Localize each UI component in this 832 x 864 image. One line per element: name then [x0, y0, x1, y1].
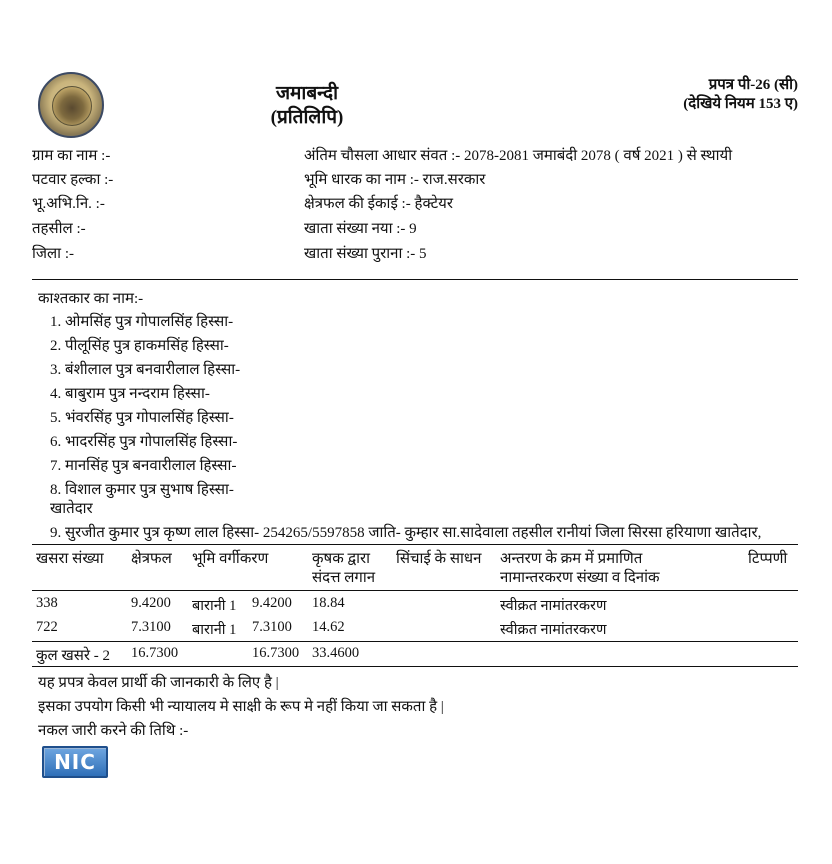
cultivator-item: 5. भंवरसिंह पुत्र गोपालसिंह हिस्सा- [50, 410, 234, 426]
cultivators-label: काश्तकार का नाम:- [38, 291, 144, 307]
table-bottom-rule [32, 666, 798, 667]
cultivator-item: 3. बंशीलाल पुत्र बनवारीलाल हिस्सा- [50, 362, 241, 378]
table-cell-class-area: 9.4200 [252, 595, 292, 611]
table-cell-transfer: स्वीक्रत नामांतरकरण [500, 622, 607, 638]
village-label: ग्राम का नाम :- [32, 148, 111, 164]
total-lagan: 33.4600 [312, 645, 360, 661]
cultivator-item: 8. विशाल कुमार पुत्र सुभाष हिस्सा- [50, 482, 234, 498]
total-label: कुल खसरे - 2 [36, 648, 110, 664]
col-header-irrigation: सिंचाई के साधन [396, 551, 482, 567]
page-title [262, 82, 352, 130]
col-header-area: क्षेत्रफल [131, 551, 172, 567]
title-sub: (प्रतिलिपि) [270, 107, 344, 128]
cultivator-status: खातेदार [50, 501, 93, 517]
table-cell-lagan: 14.62 [312, 619, 345, 635]
cultivator-item: 2. पीलूसिंह पुत्र हाकमसिंह हिस्सा- [50, 338, 229, 354]
col-header-transfer: अन्तरण के क्रम में प्रमाणित [500, 551, 643, 567]
table-cell-class: बारानी 1 [192, 622, 237, 638]
col-header-classification: भूमि वर्गीकरण [192, 551, 269, 567]
table-cell-khasra: 722 [36, 619, 58, 635]
footer-note: इसका उपयोग किसी भी न्यायालय मे साक्षी के रूप मे नहीं किया जा सकता है | [38, 699, 444, 715]
divider [32, 279, 798, 280]
table-cell-class-area: 7.3100 [252, 619, 292, 635]
total-area: 16.7300 [131, 645, 179, 661]
issue-date-label: नकल जारी करने की तिथि :- [38, 723, 189, 739]
total-class-area: 16.7300 [252, 645, 300, 661]
cultivator-item: 7. मानसिंह पुत्र बनवारीलाल हिस्सा- [50, 458, 237, 474]
khata-new: खाता संख्या नया :- 9 [304, 221, 417, 237]
footer-note: यह प्रपत्र केवल प्रार्थी की जानकारी के लिए है | [38, 675, 279, 691]
table-cell-area: 9.4200 [131, 595, 171, 611]
land-holder: भूमि धारक का नाम :- राज.सरकार [304, 172, 486, 188]
col-header-khasra: खसरा संख्या [36, 551, 104, 567]
patwar-label: पटवार हल्का :- [32, 172, 114, 188]
col-header-transfer-2: नामान्तरकरण संख्या व दिनांक [500, 570, 660, 586]
table-top-rule [32, 544, 798, 545]
form-reference [683, 76, 798, 114]
nic-logo: NIC [42, 746, 108, 778]
tehsil-label: तहसील :- [32, 221, 86, 237]
table-cell-class: बारानी 1 [192, 598, 237, 614]
table-cell-transfer: स्वीक्रत नामांतरकरण [500, 598, 607, 614]
cultivator-item: 9. सुरजीत कुमार पुत्र कृष्ण लाल हिस्सा- 254265/5597858 जाति- कुम्हार सा.सादेवाला तहसील रानीयां जिला सिरसा हरियाणा खातेदार, [50, 525, 762, 541]
khata-old: खाता संख्या पुराना :- 5 [304, 246, 427, 262]
area-unit: क्षेत्रफल की ईकाई :- हैक्टेयर [304, 196, 454, 212]
col-header-lagan-2: संदत्त लगान [312, 570, 376, 586]
emblem-logo [38, 72, 104, 138]
header-rule [32, 590, 798, 591]
cultivator-item: 1. ओमसिंह पुत्र गोपालसिंह हिस्सा- [50, 314, 234, 330]
rule-reference: (देखिये नियम 153 ए) [683, 96, 798, 112]
title-main: जमाबन्दी [275, 83, 339, 104]
cultivator-item: 4. बाबुराम पुत्र नन्दराम हिस्सा- [50, 386, 210, 402]
last-settlement: अंतिम चौसला आधार संवत :- 2078-2081 जमाबंदी 2078 ( वर्ष 2021 ) से स्थायी [304, 148, 733, 164]
bhu-abhi-label: भू.अभि.नि. :- [32, 196, 105, 212]
total-rule [32, 641, 798, 642]
col-header-lagan: कृषक द्वारा [312, 551, 370, 567]
table-cell-area: 7.3100 [131, 619, 171, 635]
district-label: जिला :- [32, 246, 74, 262]
cultivator-item: 6. भादरसिंह पुत्र गोपालसिंह हिस्सा- [50, 434, 238, 450]
form-number: प्रपत्र पी-26 (सी) [708, 77, 798, 93]
table-cell-khasra: 338 [36, 595, 58, 611]
table-cell-lagan: 18.84 [312, 595, 345, 611]
col-header-remarks: टिप्पणी [748, 551, 788, 567]
